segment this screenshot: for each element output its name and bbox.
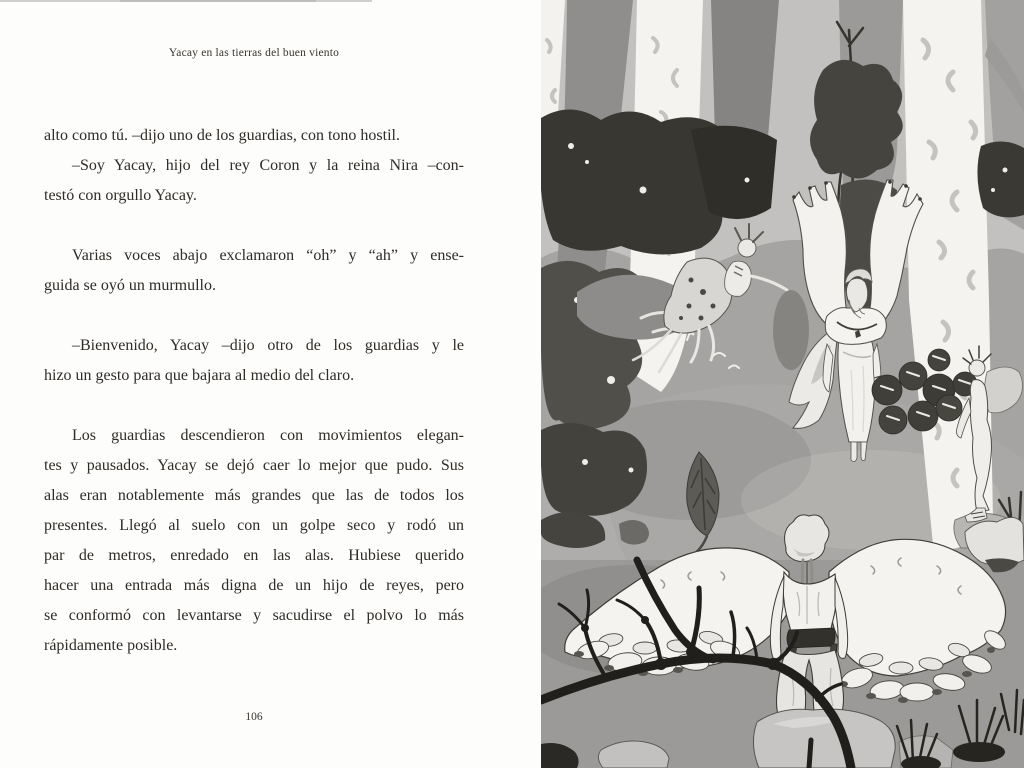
text-line: hacer una entrada más digna de un hijo de reyes, pero: [44, 577, 464, 594]
text-line: rápidamente posible.: [44, 637, 178, 654]
grass-base: [953, 742, 1005, 762]
text-line: testó con orgullo Yacay.: [44, 187, 197, 204]
scan-artifact-line-dark: [120, 0, 316, 2]
forest-angels-illustration: [541, 0, 1024, 768]
text-line: hizo un gesto para que bajara al medio del claro.: [44, 367, 355, 384]
page-number: 106: [245, 711, 263, 723]
paragraph-gap: [44, 301, 464, 331]
paragraph-gap: [44, 211, 464, 241]
text-line: se conformó con levantarse y sacudirse el polvo lo más: [44, 607, 464, 624]
text-line: par de metros, enredado en las alas. Hubiese querido: [44, 547, 464, 564]
text-line: –Soy Yacay, hijo del rey Coron y la reina Nira –con-: [72, 157, 464, 174]
running-header: Yacay en las tierras del buen viento: [168, 47, 340, 59]
text-line: presentes. Llegó al suelo con un golpe seco y rodó un: [44, 517, 464, 534]
text-line: Los guardias descendieron con movimientos elegan-: [72, 427, 464, 444]
text-line: guida se oyó un murmullo.: [44, 277, 216, 294]
text-line: Varias voces abajo exclamaron “oh” y “ah” y ense-: [72, 247, 464, 264]
text-line: alto como tú. –dijo uno de los guardias, con tono hostil.: [44, 127, 400, 144]
text-line: –Bienvenido, Yacay –dijo otro de los guardias y le: [72, 337, 464, 354]
page-text: [44, 121, 464, 661]
right-page: [541, 0, 1024, 768]
paragraph-gap: [44, 391, 464, 421]
text-line: tes y pausados. Yacay se dejó caer lo mejor que pudo. Sus: [44, 457, 464, 474]
text-line: alas eran notablemente más grandes que las de todos los: [44, 487, 464, 504]
